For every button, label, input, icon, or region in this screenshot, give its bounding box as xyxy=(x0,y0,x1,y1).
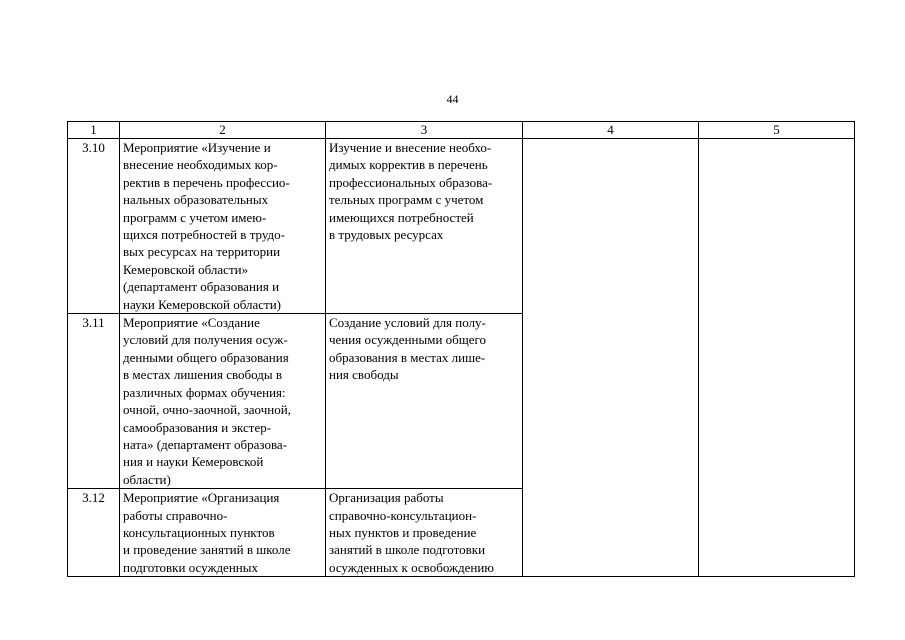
measure-content: Организация работы справочно-консультацион- ных пунктов и проведение занятий в школе подготовки осужденных к освобождению xyxy=(326,489,523,577)
measure-description: Мероприятие «Организация работы справочно- консультационных пунктов и проведение занятий в школе подготовки осужденных xyxy=(120,489,326,577)
empty-column-4-cell xyxy=(523,139,699,577)
column-header-1: 1 xyxy=(68,122,120,139)
column-header-2: 2 xyxy=(120,122,326,139)
row-number: 3.11 xyxy=(68,314,120,489)
table-row xyxy=(68,139,855,314)
column-number-row xyxy=(68,122,855,139)
column-header-3: 3 xyxy=(326,122,523,139)
row-number: 3.10 xyxy=(68,139,120,314)
column-header-5: 5 xyxy=(699,122,855,139)
page-number: 44 xyxy=(446,92,459,106)
measure-description: Мероприятие «Создание условий для получения осуж- денными общего образования в местах лишения свободы в различных формах обучения: очной, очно-заочной, заочной, самообразования и экстер- ната» (департамент образова- ния и науки Кемеровской области) xyxy=(120,314,326,489)
column-header-4: 4 xyxy=(523,122,699,139)
measure-description: Мероприятие «Изучение и внесение необходимых кор- ректив в перечень профессио- нальных образовательных программ с учетом имею- щихся потребностей в трудо- вых ресурсах на территории Кемеровской области» (департамент образования и науки Кемеровской области) xyxy=(120,139,326,314)
measures-table xyxy=(67,121,855,577)
measure-content: Создание условий для полу- чения осужденными общего образования в местах лише- ния свободы xyxy=(326,314,523,489)
measure-content: Изучение и внесение необхо- димых корректив в перечень профессиональных образова- тельных программ с учетом имеющихся потребностей в трудовых ресурсах xyxy=(326,139,523,314)
empty-column-5-cell xyxy=(699,139,855,577)
row-number: 3.12 xyxy=(68,489,120,577)
